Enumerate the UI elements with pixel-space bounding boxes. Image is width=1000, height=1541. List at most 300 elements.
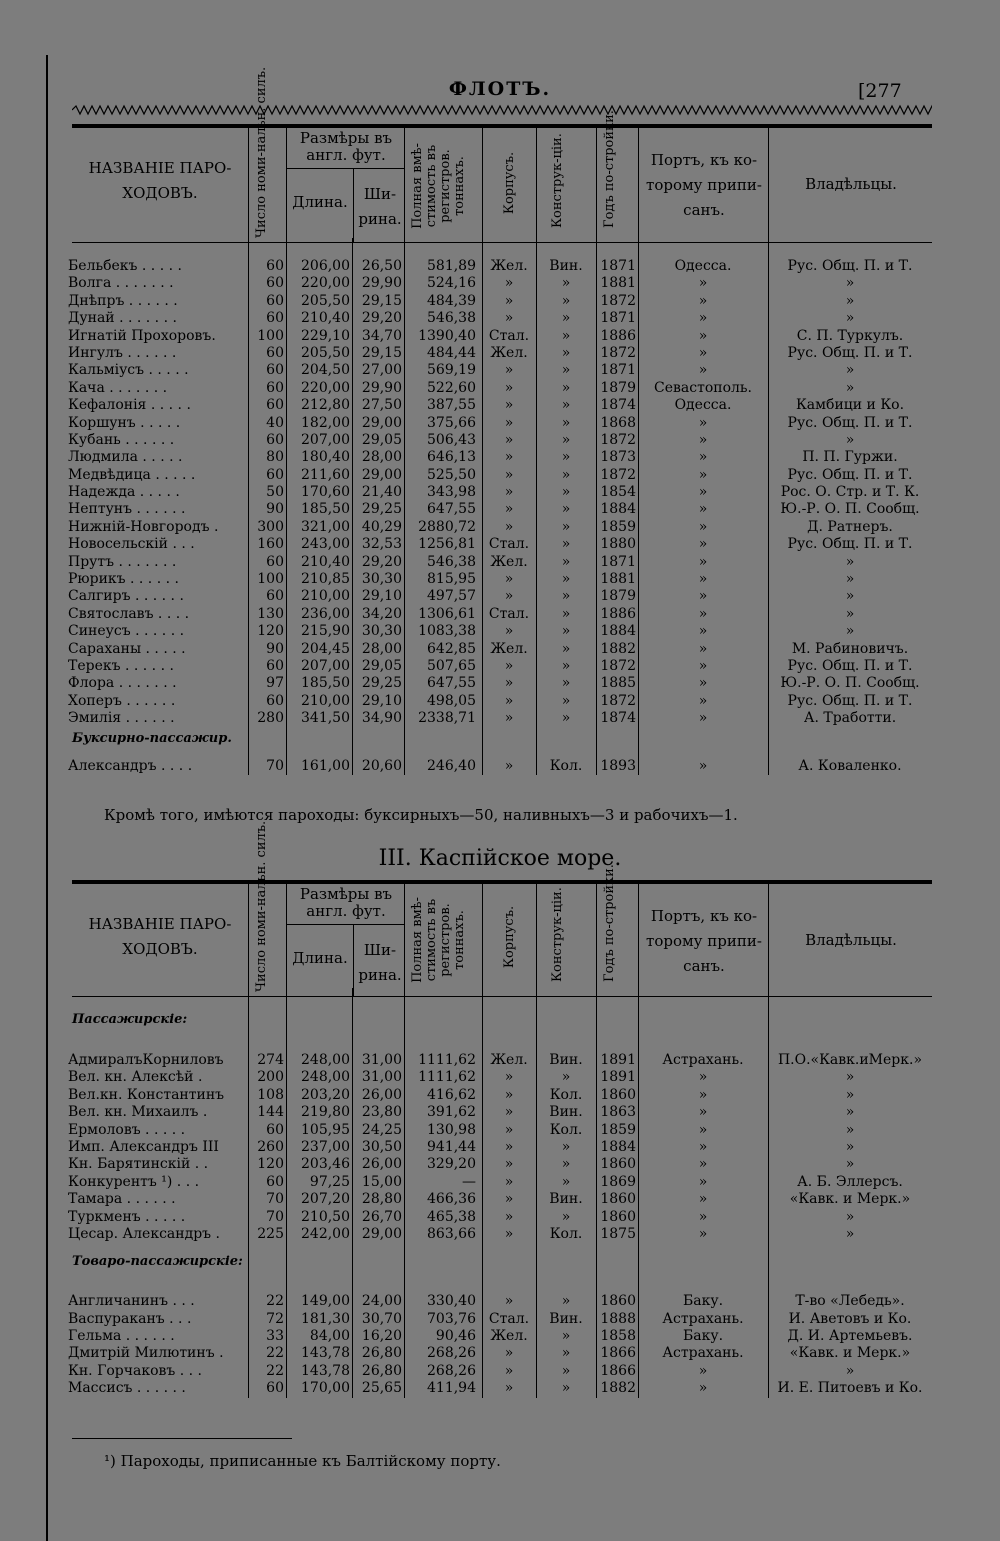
cell-width: 29,05 — [361, 657, 402, 674]
cell-hull: » — [504, 518, 514, 535]
cell-port: » — [698, 1173, 708, 1190]
cell-owner: » — [845, 362, 855, 379]
cell-power: 50 — [266, 484, 284, 501]
cell-port: Одесса. — [674, 258, 732, 274]
section-title: III. Каспійское море. — [378, 846, 622, 871]
cell-power: 60 — [266, 310, 284, 327]
cell-port: » — [698, 1138, 708, 1155]
cell-cons: » — [561, 571, 571, 588]
cell-tonnage: 465,38 — [427, 1208, 476, 1225]
cell-name: Днѣпръ . . . . . . — [68, 292, 178, 309]
cell-year: 1891 — [600, 1052, 636, 1068]
cell-tonnage: 569,19 — [427, 362, 476, 379]
cell-power: 22 — [266, 1345, 284, 1362]
cell-hull: Стал. — [488, 327, 530, 344]
table-row — [68, 275, 932, 292]
section-label: Буксирно-пассажир. — [72, 730, 232, 746]
cell-owner: И. Аветовъ и Ко. — [788, 1310, 912, 1327]
cell-owner: » — [845, 379, 855, 396]
cell-owner: » — [845, 310, 855, 327]
cell-cons: » — [561, 344, 571, 361]
cell-width: 29,20 — [361, 310, 402, 327]
cell-owner: Рус. Общ. П. и Т. — [787, 536, 913, 553]
cell-tonnage: 524,16 — [427, 275, 476, 292]
cell-cons: » — [561, 275, 571, 292]
cell-power: 80 — [266, 449, 284, 466]
cell-width: 29,00 — [361, 466, 402, 483]
table-row — [68, 1362, 932, 1380]
cell-owner: » — [845, 623, 855, 640]
cell-width: 29,15 — [361, 344, 402, 361]
column-rule — [768, 238, 769, 775]
cell-hull: » — [504, 1380, 514, 1397]
cell-tonnage: 646,13 — [427, 449, 476, 466]
cell-length: 185,50 — [301, 501, 350, 518]
table-row — [68, 1086, 932, 1104]
cell-port: » — [698, 362, 708, 379]
cell-tonnage: 329,20 — [427, 1156, 476, 1173]
cell-port: » — [698, 692, 708, 709]
cell-year: 1858 — [600, 1328, 636, 1345]
cell-power: 60 — [266, 397, 284, 414]
cell-tonnage: 647,55 — [427, 675, 476, 692]
cell-length: 161,00 — [301, 757, 350, 774]
cell-hull: » — [504, 1173, 514, 1190]
column-rule — [638, 238, 639, 775]
cell-length: 210,50 — [301, 1208, 350, 1225]
cell-port: » — [698, 501, 708, 518]
cell-cons: » — [561, 1173, 571, 1190]
cell-year: 1863 — [600, 1104, 636, 1121]
cell-power: 60 — [266, 588, 284, 605]
cell-power: 100 — [257, 571, 284, 588]
table-row — [68, 1310, 932, 1328]
cell-name: Вел. кн. Алексѣй . — [68, 1069, 203, 1086]
cell-hull: » — [504, 310, 514, 327]
header-name: НАЗВАНІЕ ПАРО-ХОДОВЪ. — [88, 915, 232, 958]
cell-length: 170,00 — [301, 1380, 350, 1397]
cell-name: Конкурентъ ¹) . . . — [68, 1173, 200, 1190]
cell-width: 24,25 — [361, 1121, 402, 1138]
cell-owner: » — [845, 292, 855, 309]
cell-length: 210,40 — [301, 553, 350, 570]
cell-name: Александръ . . . . — [68, 757, 193, 774]
cell-power: 160 — [257, 536, 284, 553]
cell-owner: » — [845, 431, 855, 448]
cell-tonnage: 484,44 — [427, 344, 476, 361]
cell-cons: » — [561, 1328, 571, 1345]
table-row — [68, 605, 932, 623]
cell-year: 1872 — [600, 292, 636, 309]
table-row — [68, 1138, 932, 1156]
cell-width: 25,65 — [361, 1380, 402, 1397]
cell-hull: Жел. — [490, 1328, 528, 1345]
cell-name: Васпураканъ . . . — [68, 1310, 192, 1327]
table-row — [68, 657, 932, 675]
cell-width: 34,70 — [361, 327, 402, 344]
cell-cons: » — [561, 1208, 571, 1225]
header-owners: Владѣльцы. — [805, 931, 897, 949]
cell-tonnage: 546,38 — [427, 310, 476, 327]
cell-year: 1872 — [600, 466, 636, 483]
cell-width: 28,80 — [361, 1191, 402, 1208]
cell-width: 21,40 — [361, 484, 402, 501]
cell-power: 274 — [257, 1052, 284, 1068]
cell-name: Имп. Александръ III — [68, 1138, 219, 1155]
cell-name: Кубань . . . . . . — [68, 431, 175, 448]
column-rule — [536, 238, 537, 775]
cell-length: 203,20 — [301, 1086, 350, 1103]
cell-year: 1871 — [600, 310, 636, 327]
cell-port: » — [698, 1121, 708, 1138]
cell-tonnage: 941,44 — [427, 1138, 476, 1155]
cell-length: 203,46 — [301, 1156, 350, 1173]
cell-power: 60 — [266, 292, 284, 309]
cell-owner: Рус. Общ. П. и Т. — [787, 258, 913, 274]
cell-tonnage: 1390,40 — [418, 327, 476, 344]
cell-owner: Рус. Общ. П. и Т. — [787, 414, 913, 431]
cell-owner: » — [845, 1138, 855, 1155]
cell-length: 149,00 — [301, 1293, 350, 1310]
cell-name: Хоперъ . . . . . . — [68, 692, 176, 709]
table-row — [68, 431, 932, 449]
table-row — [68, 449, 932, 466]
cell-hull: » — [504, 1086, 514, 1103]
table-row — [68, 1052, 932, 1069]
cell-port: » — [698, 1156, 708, 1173]
column-rule — [352, 988, 353, 1398]
cell-year: 1859 — [600, 1121, 636, 1138]
table-row — [68, 344, 932, 362]
table-row — [68, 640, 932, 658]
cell-name: Эмилія . . . . . . — [68, 710, 175, 727]
cell-owner: » — [845, 275, 855, 292]
cell-cons: » — [561, 1156, 571, 1173]
cell-width: 26,70 — [361, 1208, 402, 1225]
header-power-cell — [248, 66, 287, 242]
cell-power: 120 — [257, 623, 284, 640]
table-row — [68, 397, 932, 414]
cell-power: 22 — [266, 1293, 284, 1310]
cell-cons: Вин. — [549, 1104, 583, 1121]
cell-name: Туркменъ . . . . . — [68, 1208, 186, 1225]
cell-owner: Рус. Общ. П. и Т. — [787, 466, 913, 483]
cell-width: 29,10 — [361, 692, 402, 709]
cell-width: 29,90 — [361, 275, 402, 292]
cell-cons: » — [561, 553, 571, 570]
cell-port: » — [698, 1069, 708, 1086]
cell-hull: » — [504, 1191, 514, 1208]
cell-port: » — [698, 657, 708, 674]
cell-length: 236,00 — [301, 605, 350, 622]
cell-cons: » — [561, 623, 571, 640]
table-row — [68, 466, 932, 484]
section-label: Товаро-пассажирскіе: — [72, 1254, 243, 1270]
column-rule — [286, 238, 287, 775]
cell-tonnage: 246,40 — [427, 757, 476, 774]
cell-hull: » — [504, 1121, 514, 1138]
cell-cons: Вин. — [549, 258, 583, 274]
cell-length: 243,00 — [301, 536, 350, 553]
cell-name: Цесар. Александръ . — [68, 1225, 220, 1242]
table-row — [68, 501, 932, 518]
cell-hull: » — [504, 588, 514, 605]
table-row — [68, 258, 932, 275]
cell-length: 212,80 — [301, 397, 350, 414]
cell-port: » — [698, 536, 708, 553]
table-row — [68, 414, 932, 432]
cell-cons: » — [561, 518, 571, 535]
cell-width: 30,70 — [361, 1310, 402, 1327]
cell-year: 1860 — [600, 1086, 636, 1103]
cell-power: 280 — [257, 710, 284, 727]
cell-power: 60 — [266, 553, 284, 570]
cell-hull: » — [504, 501, 514, 518]
cell-owner: » — [845, 1086, 855, 1103]
cell-power: 60 — [266, 362, 284, 379]
cell-name: Кефалонія . . . . . — [68, 397, 191, 414]
cell-hull: » — [504, 657, 514, 674]
cell-cons: Кол. — [549, 1121, 583, 1138]
cell-width: 26,80 — [361, 1345, 402, 1362]
section-label: Пассажирскіе: — [72, 1012, 188, 1027]
cell-power: 33 — [266, 1328, 284, 1345]
cell-port: » — [698, 571, 708, 588]
header-power: Число номи-нальн. силъ. — [254, 820, 269, 992]
cell-year: 1860 — [600, 1191, 636, 1208]
cell-owner: » — [845, 605, 855, 622]
cell-width: 30,30 — [361, 571, 402, 588]
cell-year: 1875 — [600, 1225, 636, 1242]
cell-cons: » — [561, 657, 571, 674]
table-row — [68, 571, 932, 588]
header-width: Ши-рина. — [358, 185, 402, 228]
column-rule — [248, 988, 249, 1398]
cell-name: Нептунъ . . . . . . — [68, 501, 186, 518]
cell-year: 1882 — [600, 640, 636, 657]
cell-port: » — [698, 484, 708, 501]
cell-port: Астрахань. — [662, 1052, 744, 1068]
cell-length: 207,00 — [301, 431, 350, 448]
column-rule — [482, 988, 483, 1398]
cell-owner: » — [845, 1208, 855, 1225]
cell-port: Севастополь. — [654, 379, 752, 396]
cell-tonnage: 507,65 — [427, 657, 476, 674]
cell-hull: » — [504, 1225, 514, 1242]
running-title: ФЛОТЪ. — [448, 78, 552, 100]
cell-year: 1859 — [600, 518, 636, 535]
cell-year: 1885 — [600, 675, 636, 692]
header-dims: Размѣры въ англ. фут. — [299, 885, 393, 920]
cell-tonnage: 815,95 — [427, 571, 476, 588]
cell-year: 1860 — [600, 1208, 636, 1225]
cell-tonnage: 2880,72 — [418, 518, 476, 535]
table-row — [68, 484, 932, 501]
cell-tonnage: 330,40 — [427, 1293, 476, 1310]
cell-power: 60 — [266, 466, 284, 483]
cell-cons: » — [561, 379, 571, 396]
cell-length: 210,00 — [301, 692, 350, 709]
cell-port: » — [698, 1104, 708, 1121]
cell-hull: » — [504, 1156, 514, 1173]
table-row — [68, 623, 932, 640]
header-dims-cell — [286, 128, 405, 242]
cell-cons: » — [561, 1380, 571, 1397]
cell-power: 60 — [266, 657, 284, 674]
table-row — [68, 1225, 932, 1243]
cell-cons: » — [561, 710, 571, 727]
cell-length: 206,00 — [301, 258, 350, 274]
cell-power: 40 — [266, 414, 284, 431]
cell-length: 211,60 — [301, 466, 350, 483]
cell-year: 1872 — [600, 657, 636, 674]
cell-tonnage: 522,60 — [427, 379, 476, 396]
table-body — [68, 1008, 932, 1398]
cell-port: Баку. — [682, 1293, 724, 1310]
cell-cons: » — [561, 692, 571, 709]
cell-year: 1873 — [600, 449, 636, 466]
cell-port: » — [698, 1208, 708, 1225]
cell-power: 60 — [266, 692, 284, 709]
header-hull: Корпусъ. — [502, 151, 517, 215]
table-row — [68, 710, 932, 727]
cell-tonnage: 1111,62 — [418, 1052, 476, 1068]
cell-name: Кальміусъ . . . . . — [68, 362, 189, 379]
cell-owner: » — [845, 1156, 855, 1173]
cell-power: 60 — [266, 344, 284, 361]
cell-power: 300 — [257, 518, 284, 535]
cell-owner: А. Тработти. — [803, 710, 897, 727]
cell-cons: » — [561, 484, 571, 501]
header-power: Число номи-нальн. силъ. — [254, 66, 269, 238]
cell-name: Волга . . . . . . . — [68, 275, 174, 292]
cell-name: Дунай . . . . . . . — [68, 310, 177, 327]
header-tonnage-cell — [404, 128, 483, 242]
header-dims: Размѣры въ англ. фут. — [299, 129, 393, 164]
cell-length: 84,00 — [309, 1328, 350, 1345]
cell-hull: » — [504, 1345, 514, 1362]
cell-port: » — [698, 431, 708, 448]
cell-year: 1871 — [600, 258, 636, 274]
page-number: [277 — [858, 80, 902, 102]
cell-name: Гельма . . . . . . — [68, 1328, 175, 1345]
cell-length: 182,00 — [301, 414, 350, 431]
cell-port: » — [698, 605, 708, 622]
column-rule — [596, 988, 597, 1398]
cell-hull: » — [504, 466, 514, 483]
header-hull-cell — [482, 884, 537, 996]
cell-tonnage: 466,36 — [427, 1191, 476, 1208]
cell-length: 204,45 — [301, 640, 350, 657]
cell-tonnage: 416,62 — [427, 1086, 476, 1103]
cell-port: Астрахань. — [662, 1345, 744, 1362]
cell-length: 219,80 — [301, 1104, 350, 1121]
cell-name: Салгиръ . . . . . . — [68, 588, 184, 605]
cell-cons: » — [561, 1069, 571, 1086]
cell-year: 1888 — [600, 1310, 636, 1327]
cell-port: » — [698, 640, 708, 657]
header-hull: Корпусъ. — [502, 905, 517, 969]
cell-length: 207,00 — [301, 657, 350, 674]
cell-power: 120 — [257, 1156, 284, 1173]
cell-owner: М. Рабиновичъ. — [791, 640, 909, 657]
table-row — [68, 1293, 932, 1310]
cell-name: Рюрикъ . . . . . . — [68, 571, 179, 588]
table-row — [68, 362, 932, 379]
cell-cons: » — [561, 605, 571, 622]
cell-tonnage: 411,94 — [427, 1380, 476, 1397]
header-port-cell — [638, 128, 769, 242]
column-rule — [638, 988, 639, 1398]
cell-tonnage: 387,55 — [427, 397, 476, 414]
cell-cons: » — [561, 466, 571, 483]
column-rule — [352, 238, 353, 775]
cell-year: 1872 — [600, 431, 636, 448]
cell-port: » — [698, 623, 708, 640]
cell-owner: Ю.-Р. О. П. Сообщ. — [780, 675, 920, 692]
header-owners-cell — [768, 884, 933, 996]
cell-owner: А. Б. Эллерсъ. — [797, 1173, 903, 1190]
cell-width: 29,00 — [361, 1225, 402, 1242]
table-row — [68, 1069, 932, 1086]
cell-tonnage: 546,38 — [427, 553, 476, 570]
cell-year: 1891 — [600, 1069, 636, 1086]
cell-length: 143,78 — [301, 1362, 350, 1379]
cell-hull: Жел. — [490, 1052, 528, 1068]
header-owners-cell — [768, 128, 933, 242]
cell-name: Флора . . . . . . . — [68, 675, 177, 692]
cell-cons: Вин. — [549, 1310, 583, 1327]
cell-name: Дмитрій Милютинъ . — [68, 1345, 224, 1362]
table-row — [68, 1156, 932, 1173]
column-rule — [248, 238, 249, 775]
cell-length: 97,25 — [309, 1173, 350, 1190]
cell-owner: Д. Ратнеръ. — [807, 518, 893, 535]
cell-port: » — [698, 588, 708, 605]
cell-hull: » — [504, 397, 514, 414]
cell-owner: И. Е. Питоевъ и Ко. — [777, 1380, 923, 1397]
cell-width: 29,25 — [361, 675, 402, 692]
cell-hull: » — [504, 414, 514, 431]
cell-owner: Д. И. Артемьевъ. — [787, 1328, 913, 1345]
column-rule — [768, 988, 769, 1398]
header-year: Годъ по-стройки. — [602, 110, 617, 228]
cell-port: » — [698, 414, 708, 431]
cell-tonnage: 525,50 — [427, 466, 476, 483]
cell-width: 28,00 — [361, 449, 402, 466]
cell-width: 23,80 — [361, 1104, 402, 1121]
cell-name: Синеусъ . . . . . . — [68, 623, 185, 640]
cell-width: 29,25 — [361, 501, 402, 518]
cell-year: 1872 — [600, 344, 636, 361]
table-row — [68, 327, 932, 345]
cell-tonnage: 343,98 — [427, 484, 476, 501]
cell-tonnage: 498,05 — [427, 692, 476, 709]
cell-tonnage: 1111,62 — [418, 1069, 476, 1086]
cell-owner: Рос. О. Стр. и Т. К. — [780, 484, 920, 501]
cell-hull: » — [504, 571, 514, 588]
cell-owner: Камбици и Ко. — [795, 397, 905, 414]
cell-port: » — [698, 1191, 708, 1208]
cell-year: 1884 — [600, 623, 636, 640]
cell-hull: Жел. — [490, 553, 528, 570]
cell-power: 70 — [266, 757, 284, 774]
cell-owner: П.О.«Кавк.иМерк.» — [777, 1052, 923, 1068]
cell-length: 170,60 — [301, 484, 350, 501]
header-port: Портъ, къ ко-торому припи-санъ. — [646, 151, 762, 219]
cell-year: 1879 — [600, 379, 636, 396]
header-year-cell — [596, 864, 639, 996]
